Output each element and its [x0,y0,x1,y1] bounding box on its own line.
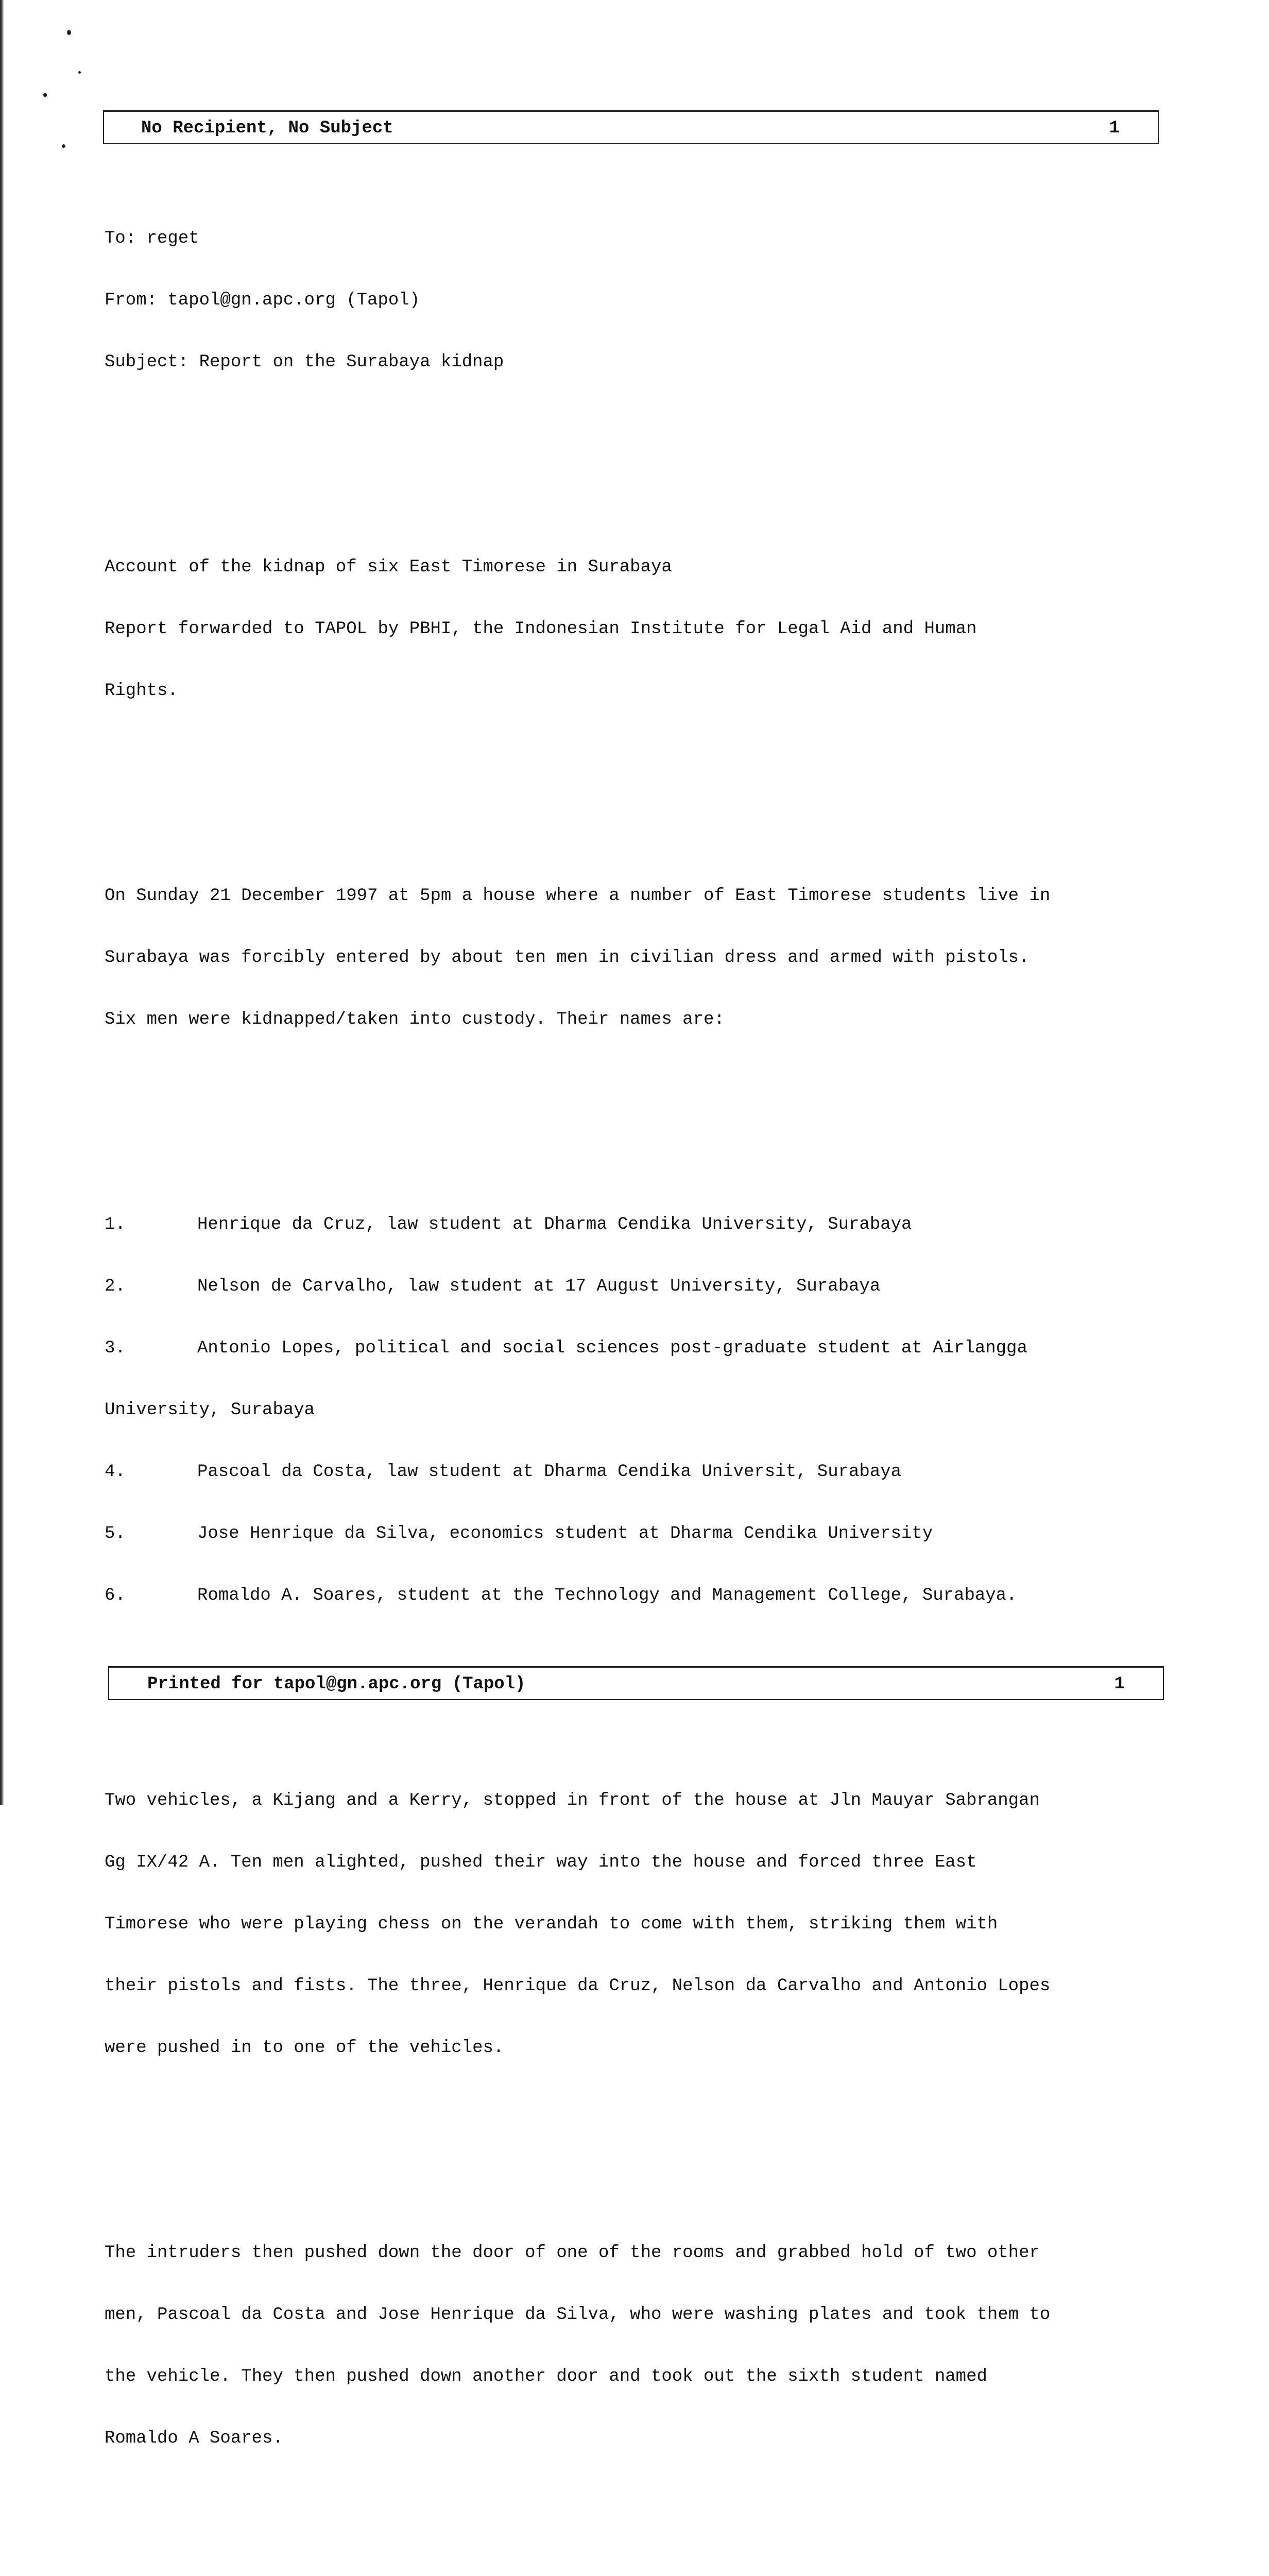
text-line: the vehicle. They then pushed down another door and took out the sixth student named [105,2367,987,2386]
list-number: 5. [105,1524,126,1544]
from-line: From: tapol@gn.apc.org (Tapol) [105,291,420,310]
intro-paragraph [105,516,1165,742]
paragraph-1 [105,844,1165,1071]
paragraph-2 [105,1749,1165,2099]
list-number: 1. [105,1215,126,1234]
scan-speck [78,71,81,74]
text-line: Surabaya was forcibly entered by about ten men in civilian dress and armed with pistols. [105,948,1030,968]
header-title: No Recipient, No Subject [141,118,393,138]
scanned-page-edge [0,0,4,1805]
text-line: On Sunday 21 December 1997 at 5pm a house where a number of East Timorese students live in [105,886,1051,906]
text-line: men, Pascoal da Costa and Jose Henrique da Silva, who were washing plates and took them to [105,2305,1051,2325]
list-number: 3. [105,1338,126,1358]
paragraph-3 [105,2201,1165,2490]
list-item [105,1338,1165,1359]
to-line: To: reget [105,229,199,248]
text-line: Gg IX/42 A. Ten men alighted, pushed their way into the house and forced three East [105,1853,977,1872]
names-list [105,1173,1165,1647]
list-text: Nelson de Carvalho, law student at 17 August University, Surabaya [197,1277,881,1296]
list-item [105,1523,1165,1544]
list-number: 6. [105,1586,126,1605]
text-line: Two vehicles, a Kijang and a Kerry, stopped in front of the house at Jln Mauyar Sabrangan [105,1791,1040,1810]
list-item [105,1276,1165,1297]
text-line: The intruders then pushed down the door of one of the rooms and grabbed hold of two other [105,2243,1040,2263]
print-header-bar [103,110,1159,144]
list-item [105,1214,1165,1235]
header-page-number: 1 [1109,118,1120,138]
text-line: were pushed in to one of the vehicles. [105,2038,504,2058]
subject-line: Subject: Report on the Surabaya kidnap [105,352,504,372]
text-line: Six men were kidnapped/taken into custody. Their names are: [105,1010,725,1029]
list-text: Henrique da Cruz, law student at Dharma Cendika University, Surabaya [197,1215,912,1234]
scan-speck [67,30,71,35]
print-footer-bar [108,1666,1164,1700]
footer-title: Printed for tapol@gn.apc.org (Tapol) [147,1674,526,1694]
list-text: Pascoal da Costa, law student at Dharma Cendika Universit, Surabaya [197,1462,902,1482]
footer-page-number: 1 [1114,1674,1125,1694]
text-line: Report forwarded to TAPOL by PBHI, the Indonesian Institute for Legal Aid and Human [105,619,977,639]
list-text: University, Surabaya [105,1400,315,1420]
list-item-continuation [105,1400,1165,1420]
scan-speck [62,144,65,148]
list-text: Antonio Lopes, political and social sciences post-graduate student at Airlangga [197,1338,1027,1358]
list-item [105,1585,1165,1606]
list-text: Jose Henrique da Silva, economics student at Dharma Cendika University [197,1524,933,1544]
list-number: 4. [105,1462,126,1482]
text-line: Romaldo A Soares. [105,2429,283,2448]
scan-speck [43,93,47,97]
list-text: Romaldo A. Soares, student at the Technology and Management College, Surabaya. [197,1586,1017,1605]
text-line: their pistols and fists. The three, Henrique da Cruz, Nelson da Carvalho and Antonio Lopes [105,1976,1051,1996]
text-line: Timorese who were playing chess on the verandah to come with them, striking them with [105,1914,998,1934]
text-line: Rights. [105,681,178,701]
text-line: Account of the kidnap of six East Timorese in Surabaya [105,557,672,577]
list-item [105,1462,1165,1482]
email-document [105,146,1165,2576]
list-number: 2. [105,1277,126,1296]
email-headers [105,187,1165,414]
